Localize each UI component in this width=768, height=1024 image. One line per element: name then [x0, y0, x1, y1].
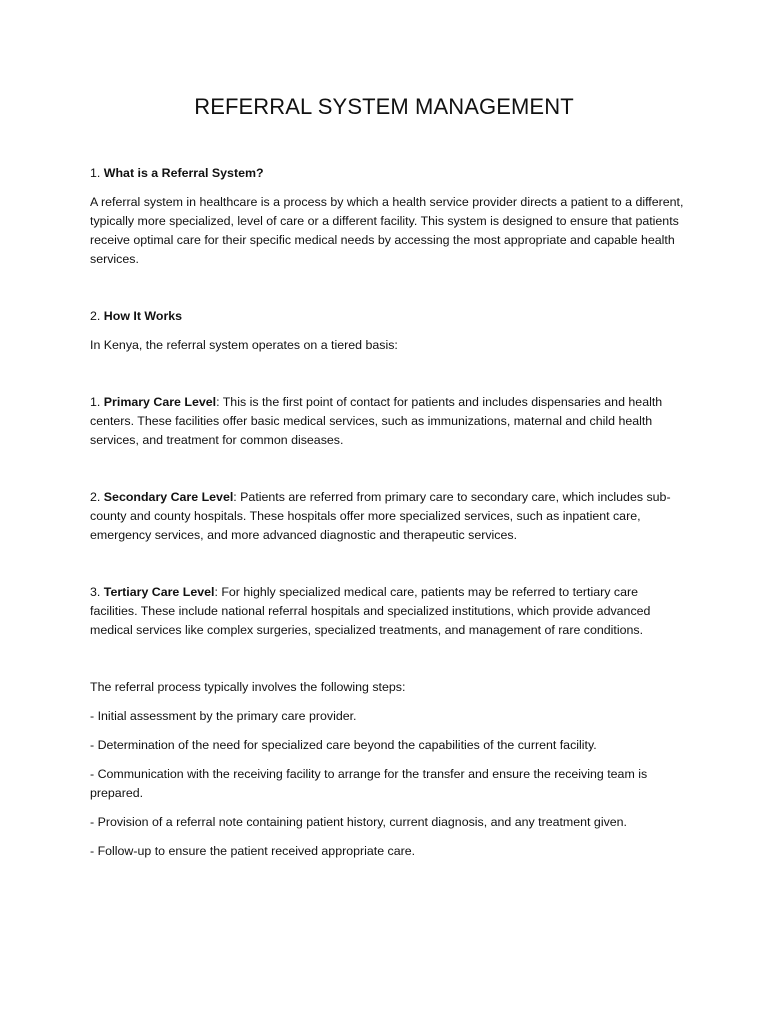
- level-primary: [90, 393, 684, 450]
- document-body: [90, 164, 684, 871]
- section1-body: A referral system in healthcare is a process by which a health service provider directs a patient to a different, typically more specialized, level of care or a different facility. This system is designed to ensure that patients receive optimal care for their specific medical needs by accessing the most appropriate and capable health services.: [90, 195, 684, 266]
- level-primary-name: Primary Care Level: [103, 395, 217, 409]
- level-tertiary-name: Tertiary Care Level: [103, 585, 215, 599]
- section2-heading-text: How It Works: [103, 309, 183, 323]
- process-step: - Follow-up to ensure the patient received appropriate care.: [90, 844, 416, 858]
- process-step: - Determination of the need for specialized care beyond the capabilities of the current facility.: [90, 738, 597, 752]
- section1-heading: [90, 164, 684, 183]
- level-secondary-number: 2.: [90, 490, 101, 504]
- section1-number: 1.: [90, 166, 101, 180]
- section2-number: 2.: [90, 309, 101, 323]
- section2-heading: [90, 307, 684, 326]
- level-tertiary: [90, 583, 684, 640]
- process-step: - Initial assessment by the primary care provider.: [90, 709, 357, 723]
- process-intro: The referral process typically involves the following steps:: [90, 680, 406, 694]
- section1-heading-text: What is a Referral System?: [103, 166, 264, 180]
- process-step: - Provision of a referral note containing patient history, current diagnosis, and any treatment given.: [90, 815, 627, 829]
- level-tertiary-number: 3.: [90, 585, 101, 599]
- level-secondary-name: Secondary Care Level: [103, 490, 234, 504]
- level-primary-text: : This is the first point of contact for patients and includes dispensaries and health centers. These facilities offer basic medical services, such as immunizations, maternal and child health services, and treatment for common diseases.: [90, 395, 663, 447]
- level-secondary-text: : Patients are referred from primary care to secondary care, which includes sub-county and county hospitals. These hospitals offer more specialized services, such as inpatient care, emergency services, and more advanced diagnostic and therapeutic services.: [90, 490, 671, 542]
- level-primary-number: 1.: [90, 395, 101, 409]
- document-title: REFERRAL SYSTEM MANAGEMENT: [194, 94, 574, 119]
- process-step: - Communication with the receiving facility to arrange for the transfer and ensure the receiving team is prepared.: [90, 767, 648, 800]
- level-tertiary-text: : For highly specialized medical care, patients may be referred to tertiary care facilities. These include national referral hospitals and specialized institutions, which provide advanced medical services like complex surgeries, specialized treatments, and management of rare conditions.: [90, 585, 651, 637]
- level-secondary: [90, 488, 684, 545]
- section2-intro: In Kenya, the referral system operates on a tiered basis:: [90, 338, 398, 352]
